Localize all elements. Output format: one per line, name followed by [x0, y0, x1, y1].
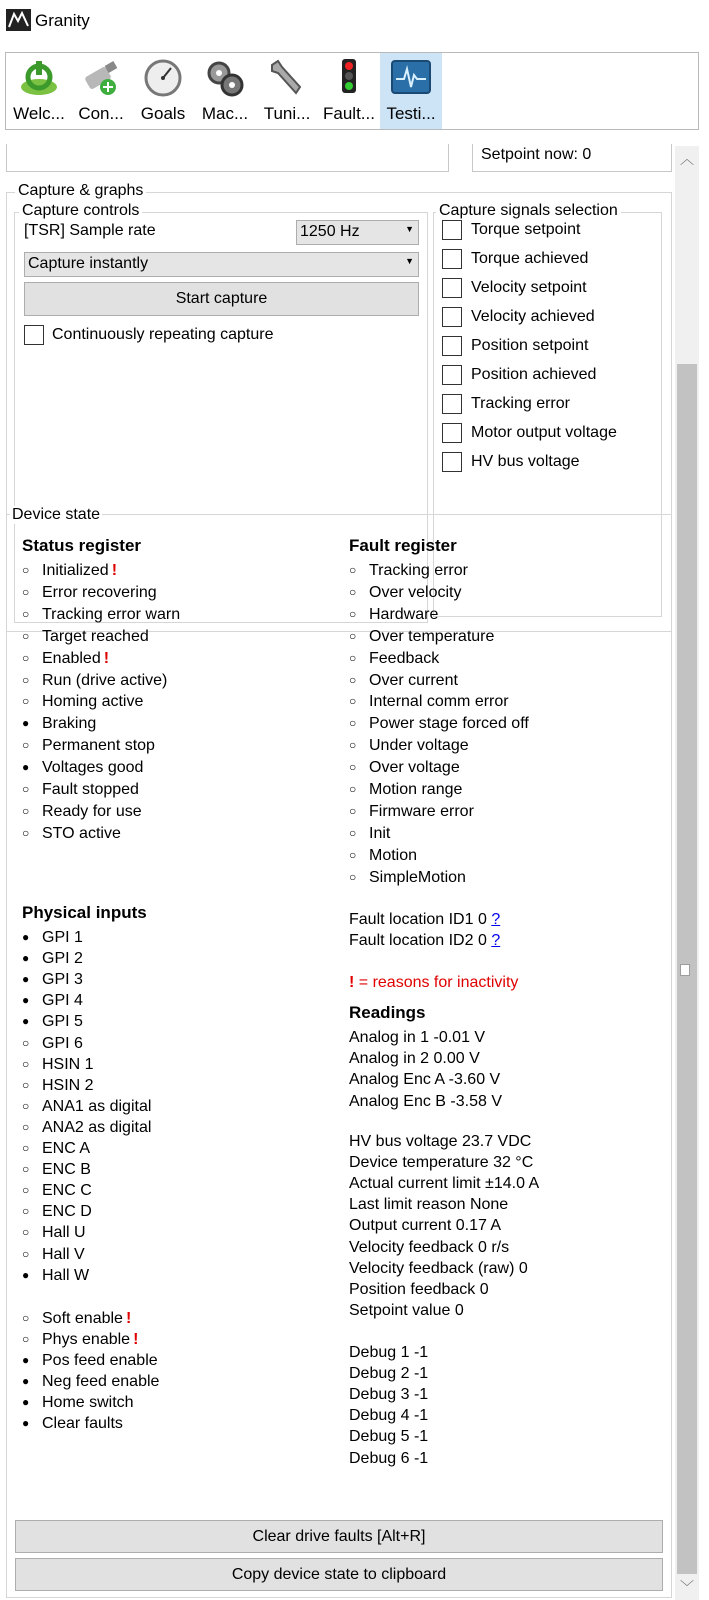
- reading-line: Analog Enc A -3.60 V: [349, 1071, 501, 1089]
- list-item: [22, 1013, 83, 1034]
- reading-line: Position feedback 0: [349, 1280, 489, 1298]
- list-item-label: Over temperature: [369, 627, 495, 645]
- signal-label: Velocity setpoint: [471, 279, 587, 296]
- repeat-capture-label: Continuously repeating capture: [52, 326, 274, 343]
- inactivity-reason-icon: !: [111, 562, 118, 579]
- capture-signals-title: Capture signals selection: [436, 202, 621, 220]
- signal-checkbox[interactable]: [442, 220, 462, 240]
- repeat-capture-checkbox[interactable]: [24, 325, 44, 345]
- list-item-label: Braking: [42, 715, 97, 733]
- bullet-off-icon: ○: [22, 782, 30, 796]
- list-item: [22, 1267, 89, 1288]
- list-item-label: Fault stopped: [42, 781, 139, 798]
- bullet-off-icon: ○: [22, 694, 30, 709]
- reading-line: Output current 0.17 A: [349, 1217, 502, 1235]
- status-register-title: Status register: [22, 536, 142, 555]
- list-item-label: Tracking error warn: [42, 605, 181, 623]
- capture-controls-title: Capture controls: [19, 202, 142, 220]
- list-item-label: Under voltage: [369, 737, 469, 755]
- reading-line: HV bus voltage 23.7 VDC: [349, 1133, 532, 1150]
- fault-location-1-text: Fault location ID1 0: [349, 911, 487, 928]
- list-item: [22, 1224, 86, 1245]
- bullet-off-icon: ○: [349, 716, 357, 731]
- tool-label: Goals: [140, 104, 186, 123]
- scroll-up-icon[interactable]: ︿: [680, 151, 694, 167]
- list-item-label: ENC D: [42, 1203, 92, 1221]
- bullet-off-icon: ○: [22, 1246, 30, 1261]
- list-item-label: Hardware: [369, 605, 439, 623]
- list-item-label: GPI 5: [42, 1013, 83, 1031]
- list-item: [22, 1310, 131, 1331]
- bullet-off-icon: ○: [22, 606, 30, 621]
- list-item-label: Run (drive active): [42, 671, 168, 689]
- signal-checkbox[interactable]: [442, 307, 462, 327]
- list-item-label: Over velocity: [369, 583, 462, 601]
- bullet-off-icon: ○: [22, 628, 30, 643]
- signal-label: Tracking error: [471, 395, 570, 412]
- bullet-off-icon: ○: [349, 628, 357, 643]
- list-item: [22, 1373, 159, 1394]
- fault-location-2-help-link[interactable]: ?: [491, 932, 501, 949]
- legend-excl: !: [349, 974, 355, 991]
- trigger-value: Capture instantly: [28, 255, 149, 272]
- list-item-label: Tracking error: [369, 562, 468, 579]
- list-item-label: GPI 6: [42, 1034, 83, 1052]
- list-item-label: Home switch: [42, 1394, 134, 1411]
- list-item-label: Over voltage: [369, 759, 460, 777]
- list-item: [22, 1394, 134, 1415]
- reading-line: Velocity feedback (raw) 0: [349, 1259, 528, 1277]
- bullet-off-icon: ○: [349, 606, 357, 621]
- reading-line: Analog in 2 0.00 V: [349, 1050, 480, 1068]
- reading-line: Actual current limit ±14.0 A: [349, 1175, 540, 1193]
- list-item: [349, 781, 462, 802]
- list-item-label: Clear faults: [42, 1415, 123, 1432]
- bullet-off-icon: ○: [22, 1162, 30, 1177]
- tool-label: Fault...: [323, 104, 375, 123]
- bullet-off-icon: ○: [22, 672, 30, 687]
- bullet-on-icon: ●: [22, 1267, 30, 1282]
- reading-line: Debug 2 -1: [349, 1365, 429, 1383]
- list-item-label: Permanent stop: [42, 737, 155, 755]
- bullet-off-icon: ○: [22, 1035, 30, 1050]
- bullet-off-icon: ○: [22, 1204, 30, 1219]
- list-item: [349, 562, 468, 583]
- reading-line: Debug 5 -1: [349, 1428, 429, 1446]
- physical-inputs-title: Physical inputs: [22, 903, 147, 922]
- bullet-on-icon: ●: [22, 1353, 30, 1367]
- bullet-off-icon: ○: [349, 847, 357, 862]
- list-item-label: Voltages good: [42, 759, 144, 777]
- list-item-label: ANA1 as digital: [42, 1097, 152, 1115]
- bullet-off-icon: ○: [349, 672, 357, 687]
- setpoint-panel: [6, 144, 449, 172]
- list-item: [22, 1098, 151, 1119]
- setpoint-now-text: Setpoint now: 0: [481, 146, 592, 163]
- bullet-on-icon: ●: [22, 1416, 30, 1430]
- list-item: [22, 1161, 91, 1182]
- list-item: [349, 847, 417, 868]
- oscilloscope-icon: [390, 57, 432, 99]
- bullet-off-icon: ○: [22, 1119, 30, 1134]
- list-item-label: GPI 2: [42, 950, 83, 968]
- bullet-on-icon: ●: [22, 1014, 30, 1029]
- bullet-on-icon: ●: [22, 1395, 30, 1409]
- list-item: [22, 1331, 138, 1352]
- bullet-off-icon: ○: [22, 803, 30, 818]
- signal-label: Torque achieved: [471, 250, 589, 267]
- sample-rate-select[interactable]: [296, 220, 419, 245]
- list-item-label: Ready for use: [42, 802, 142, 820]
- list-item: [22, 672, 167, 693]
- connection-icon: [80, 57, 122, 99]
- wrench-icon: [266, 57, 308, 99]
- signal-checkbox[interactable]: [442, 394, 462, 414]
- inactivity-reason-icon: !: [125, 1310, 132, 1327]
- list-item: [22, 584, 157, 605]
- bullet-off-icon: ○: [22, 584, 30, 599]
- list-item: [22, 759, 143, 780]
- bullet-off-icon: ○: [22, 1077, 30, 1092]
- bullet-on-icon: ●: [22, 951, 30, 966]
- list-item-label: Initialized: [42, 562, 109, 579]
- list-item: [349, 737, 469, 758]
- testing-panel: [0, 132, 675, 1600]
- machine-icon: [204, 57, 246, 99]
- bullet-off-icon: ○: [22, 1056, 30, 1071]
- list-item-label: HSIN 2: [42, 1076, 94, 1094]
- list-item-label: Target reached: [42, 627, 149, 645]
- reading-line: Analog Enc B -3.58 V: [349, 1092, 502, 1110]
- fault-location-2-text: Fault location ID2 0: [349, 932, 487, 949]
- chevron-down-icon: ▼: [405, 256, 414, 266]
- list-item: [349, 759, 460, 780]
- bullet-off-icon: ○: [22, 738, 30, 753]
- list-item: [349, 803, 474, 824]
- list-item: [22, 992, 83, 1013]
- tool-label: Tuni...: [263, 104, 311, 123]
- list-item: [22, 1203, 92, 1224]
- reading-line: Setpoint value 0: [349, 1301, 464, 1319]
- list-item-label: Hall U: [42, 1224, 86, 1242]
- tool-welcome[interactable]: [8, 53, 70, 129]
- list-item: [22, 650, 109, 671]
- list-item-label: Error recovering: [42, 583, 157, 601]
- bullet-off-icon: ○: [349, 803, 357, 818]
- list-item-label: Init: [369, 824, 391, 842]
- list-item: [22, 562, 117, 583]
- signal-checkbox[interactable]: [442, 249, 462, 269]
- tool-connection[interactable]: [70, 53, 132, 129]
- bullet-off-icon: ○: [349, 650, 357, 665]
- bullet-off-icon: ○: [349, 584, 357, 599]
- signal-label: Position achieved: [471, 366, 597, 383]
- bullet-off-icon: ○: [22, 1311, 30, 1325]
- bullet-off-icon: ○: [349, 738, 357, 753]
- reading-line: Device temperature 32 °C: [349, 1154, 534, 1172]
- bullet-off-icon: ○: [349, 694, 357, 709]
- signal-label: HV bus voltage: [471, 453, 580, 470]
- bullet-off-icon: ○: [349, 869, 357, 884]
- list-item-label: Internal comm error: [369, 693, 509, 711]
- bullet-on-icon: ●: [22, 760, 30, 775]
- signal-label: Torque setpoint: [471, 221, 581, 238]
- copy-device-state-button[interactable]: Copy device state to clipboard: [15, 1558, 663, 1591]
- bullet-on-icon: ●: [22, 930, 30, 944]
- bullet-off-icon: ○: [22, 1141, 30, 1155]
- list-item-label: GPI 3: [42, 971, 83, 989]
- device-state-title: Device state: [12, 506, 101, 523]
- signal-label: Motor output voltage: [471, 424, 617, 441]
- fault-location-1: [349, 911, 500, 929]
- list-item: [22, 1182, 92, 1203]
- list-item-label: ANA2 as digital: [42, 1118, 152, 1136]
- reading-line: Analog in 1 -0.01 V: [349, 1029, 486, 1046]
- list-item-label: ENC A: [42, 1140, 91, 1157]
- readings-title: Readings: [349, 1003, 426, 1022]
- signal-checkbox[interactable]: [442, 278, 462, 298]
- sample-rate-label: [TSR] Sample rate: [24, 222, 156, 239]
- tool-machine[interactable]: [194, 53, 256, 129]
- scroll-down-icon[interactable]: ﹀: [680, 1579, 694, 1595]
- list-item-label: Homing active: [42, 693, 144, 711]
- bullet-on-icon: ●: [22, 972, 30, 987]
- list-item: [22, 825, 121, 846]
- gauge-icon: [142, 57, 184, 99]
- list-item: [22, 1056, 94, 1077]
- list-item: [349, 715, 529, 736]
- chevron-down-icon: ▼: [405, 224, 414, 234]
- main-toolbar: [5, 52, 699, 130]
- bullet-off-icon: ○: [22, 1183, 30, 1198]
- bullet-off-icon: ○: [349, 825, 357, 840]
- signal-label: Position setpoint: [471, 337, 589, 354]
- list-item-label: Hall W: [42, 1266, 90, 1284]
- tool-label: Testi...: [386, 104, 436, 123]
- list-item: [349, 584, 461, 605]
- list-item-label: Neg feed enable: [42, 1373, 160, 1390]
- list-item: [22, 1077, 94, 1098]
- list-item-label: ENC C: [42, 1182, 92, 1200]
- tool-tuning[interactable]: [256, 53, 318, 129]
- list-item: [22, 693, 143, 714]
- title-bar: [0, 0, 709, 44]
- list-item: [22, 971, 83, 992]
- list-item: [22, 715, 96, 736]
- sample-rate-value: 1250 Hz: [300, 223, 360, 240]
- bullet-off-icon: ○: [349, 782, 357, 796]
- bullet-on-icon: ●: [22, 993, 30, 1008]
- tool-label: Mac...: [201, 104, 249, 123]
- reading-line: Debug 4 -1: [349, 1407, 429, 1425]
- list-item-label: GPI 1: [42, 929, 83, 946]
- fault-location-1-help-link[interactable]: ?: [491, 911, 501, 928]
- list-item: [349, 825, 390, 846]
- fault-register-title: Fault register: [349, 536, 457, 555]
- reading-line: Debug 1 -1: [349, 1344, 429, 1361]
- bullet-off-icon: ○: [22, 1332, 30, 1346]
- list-item: [22, 950, 83, 971]
- signal-checkbox[interactable]: [442, 336, 462, 356]
- list-item: [22, 803, 142, 824]
- scrollbar-grip: [680, 964, 690, 976]
- list-item: [22, 1119, 151, 1140]
- bullet-off-icon: ○: [349, 760, 357, 775]
- bullet-off-icon: ○: [22, 825, 30, 840]
- traffic-light-icon: [328, 57, 370, 99]
- list-item-label: Firmware error: [369, 802, 474, 820]
- signal-checkbox[interactable]: [442, 365, 462, 385]
- list-item: [349, 693, 509, 714]
- list-item: [22, 628, 149, 649]
- bullet-off-icon: ○: [22, 1098, 30, 1113]
- granity-logo-icon: [6, 9, 31, 31]
- list-item: [349, 650, 439, 671]
- bullet-on-icon: ●: [22, 1374, 30, 1388]
- list-item-label: Feedback: [369, 649, 440, 667]
- clear-drive-faults-button[interactable]: Clear drive faults [Alt+R]: [15, 1520, 663, 1553]
- inactivity-reason-icon: !: [133, 1331, 139, 1348]
- vertical-scrollbar[interactable]: [675, 146, 699, 1600]
- list-item: [22, 1035, 83, 1056]
- list-item: [22, 929, 83, 950]
- window-title: Granity: [35, 11, 90, 30]
- signal-checkbox[interactable]: [442, 423, 462, 443]
- list-item: [22, 1140, 90, 1161]
- signal-checkbox[interactable]: [442, 452, 462, 472]
- tool-label: Welc...: [13, 104, 65, 123]
- list-item: [22, 1415, 123, 1436]
- list-item-label: Motion: [369, 846, 418, 864]
- list-item-label: Power stage forced off: [369, 715, 529, 733]
- reading-line: Last limit reason None: [349, 1196, 509, 1214]
- list-item: [349, 869, 466, 890]
- list-item: [22, 1352, 158, 1373]
- reading-line: Debug 3 -1: [349, 1386, 429, 1404]
- bullet-on-icon: ●: [22, 716, 30, 731]
- inactivity-legend: [349, 974, 518, 992]
- list-item: [349, 628, 494, 649]
- list-item-label: Soft enable: [42, 1310, 123, 1327]
- list-item-label: STO active: [42, 824, 121, 842]
- list-item-label: GPI 4: [42, 992, 83, 1010]
- list-item-label: Phys enable: [42, 1331, 131, 1348]
- signal-label: Velocity achieved: [471, 308, 595, 325]
- list-item-label: HSIN 1: [42, 1055, 94, 1073]
- tool-goals[interactable]: [132, 53, 194, 129]
- list-item: [22, 737, 155, 758]
- bullet-off-icon: ○: [349, 563, 357, 577]
- list-item-label: Hall V: [42, 1245, 85, 1263]
- power-icon: [18, 57, 60, 99]
- bullet-off-icon: ○: [22, 1225, 30, 1240]
- reading-line: Velocity feedback 0 r/s: [349, 1238, 510, 1256]
- legend-text: = reasons for inactivity: [354, 974, 519, 991]
- fault-location-2: [349, 932, 500, 950]
- capture-graphs-title: Capture & graphs: [15, 182, 146, 200]
- list-item: [22, 1246, 85, 1267]
- list-item: [349, 606, 438, 627]
- list-item-label: Over current: [369, 671, 458, 689]
- tool-testing[interactable]: [380, 53, 442, 129]
- list-item-label: Motion range: [369, 781, 463, 798]
- list-item: [22, 781, 139, 802]
- reading-line: Debug 6 -1: [349, 1449, 429, 1467]
- tool-faults[interactable]: [318, 53, 380, 129]
- list-item-label: SimpleMotion: [369, 868, 466, 886]
- list-item-label: Pos feed enable: [42, 1352, 158, 1369]
- list-item-label: Enabled: [42, 649, 101, 667]
- list-item: [22, 606, 180, 627]
- start-capture-button[interactable]: Start capture: [24, 282, 419, 316]
- list-item-label: ENC B: [42, 1161, 91, 1179]
- trigger-select[interactable]: [24, 252, 419, 277]
- bullet-off-icon: ○: [22, 650, 30, 665]
- tool-label: Con...: [78, 104, 124, 123]
- list-item: [349, 672, 458, 693]
- bullet-off-icon: ○: [22, 563, 30, 577]
- inactivity-reason-icon: !: [103, 649, 110, 667]
